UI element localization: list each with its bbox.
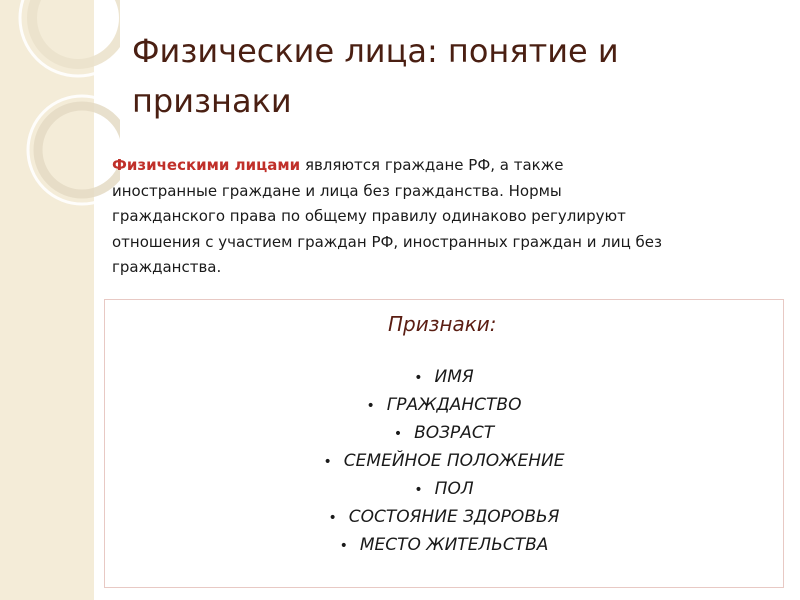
list-item: • СЕМЕЙНОЕ ПОЛОЖЕНИЕ	[105, 447, 783, 475]
list-item: • СОСТОЯНИЕ ЗДОРОВЬЯ	[105, 503, 783, 531]
list-item: • ГРАЖДАНСТВО	[105, 391, 783, 419]
intro-text: являются граждане РФ, а также иностранные граждане и лица без гражданства. Нормы гражданского права по общему правилу одинаково регулируют отношения с участием граждан РФ, иностранных граждан и лиц без гражданства.	[112, 156, 662, 276]
bullet-icon: •	[393, 426, 403, 442]
list-item: • ПОЛ	[105, 475, 783, 503]
bullet-icon: •	[366, 398, 375, 414]
bullet-icon: •	[414, 482, 423, 498]
features-heading: Признаки:	[388, 312, 497, 336]
bullet-icon: •	[414, 370, 423, 386]
list-item: • ВОЗРАСТ	[105, 419, 783, 447]
bullet-icon: •	[328, 510, 337, 526]
intro-term: Физическими лицами	[112, 156, 301, 174]
bullet-icon: •	[323, 454, 332, 470]
features-box	[104, 299, 784, 588]
slide-title: Физические лица: понятие и признаки	[132, 32, 619, 120]
decorative-circles	[0, 0, 120, 260]
intro-paragraph	[112, 153, 672, 281]
features-list	[105, 363, 783, 559]
list-item: • МЕСТО ЖИТЕЛЬСТВА	[105, 531, 783, 559]
list-item: • ИМЯ	[105, 363, 783, 391]
bullet-icon: •	[339, 538, 348, 554]
